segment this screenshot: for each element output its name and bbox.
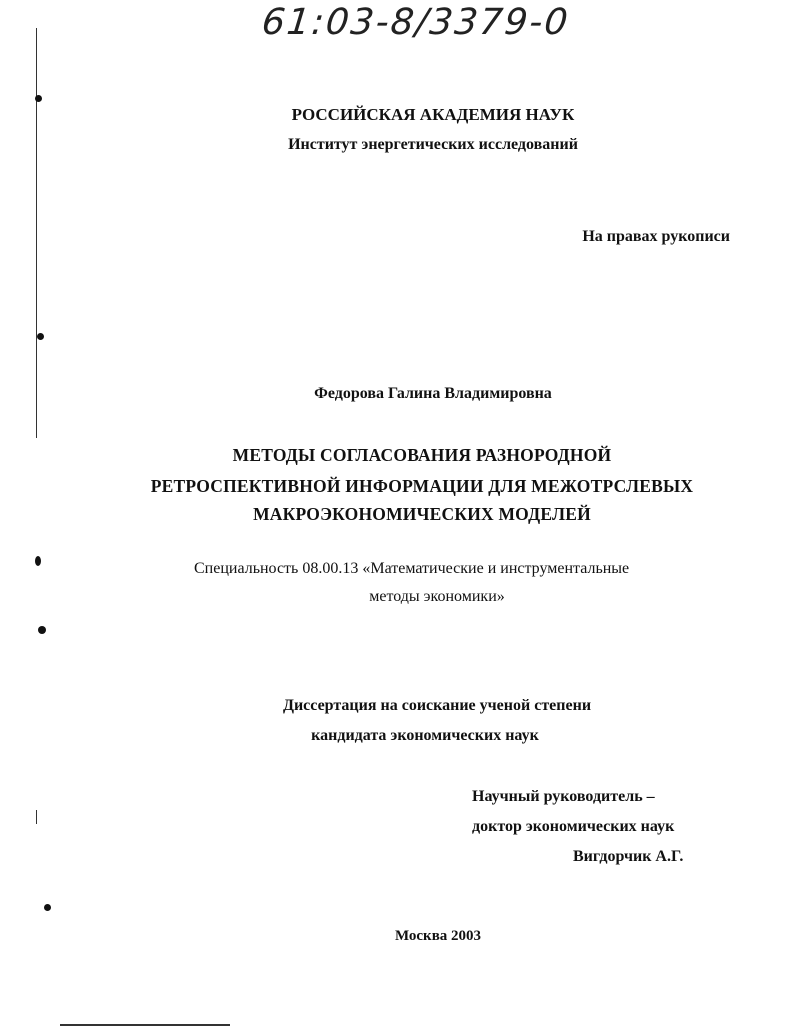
supervisor-role: Научный руководитель – bbox=[472, 788, 655, 805]
scan-margin-line bbox=[36, 28, 37, 438]
scan-dot bbox=[38, 626, 46, 634]
specialty-line-2: методы экономики» bbox=[369, 588, 505, 605]
title-line-2: РЕТРОСПЕКТИВНОЙ ИНФОРМАЦИИ ДЛЯ МЕЖОТРСЛЕВЫХ bbox=[150, 476, 694, 496]
institute-name: Институт энергетических исследований bbox=[288, 136, 578, 153]
scan-bottom-line bbox=[60, 1024, 230, 1026]
city-year: Москва 2003 bbox=[394, 928, 482, 944]
scan-dot bbox=[35, 95, 42, 102]
dissertation-line-2: кандидата экономических наук bbox=[311, 727, 539, 744]
organization-name: РОССИЙСКАЯ АКАДЕМИЯ НАУК bbox=[291, 105, 575, 124]
scan-dot bbox=[35, 556, 41, 566]
scan-dot bbox=[44, 904, 51, 911]
manuscript-note: На правах рукописи bbox=[582, 228, 730, 245]
scan-margin-line-lower bbox=[36, 810, 37, 824]
supervisor-degree: доктор экономических наук bbox=[472, 818, 675, 835]
dissertation-line-1: Диссертация на соискание ученой степени bbox=[282, 697, 592, 714]
author-name: Федорова Галина Владимировна bbox=[314, 385, 552, 402]
scan-dot bbox=[37, 333, 44, 340]
handwritten-archive-code: 61:03-8/3379-0 bbox=[259, 2, 572, 43]
title-line-3: МАКРОЭКОНОМИЧЕСКИХ МОДЕЛЕЙ bbox=[253, 504, 591, 524]
title-line-1: МЕТОДЫ СОГЛАСОВАНИЯ РАЗНОРОДНОЙ bbox=[232, 445, 612, 465]
specialty-line-1: Специальность 08.00.13 «Математические и инструментальные bbox=[194, 560, 630, 577]
supervisor-name: Вигдорчик А.Г. bbox=[573, 848, 684, 865]
